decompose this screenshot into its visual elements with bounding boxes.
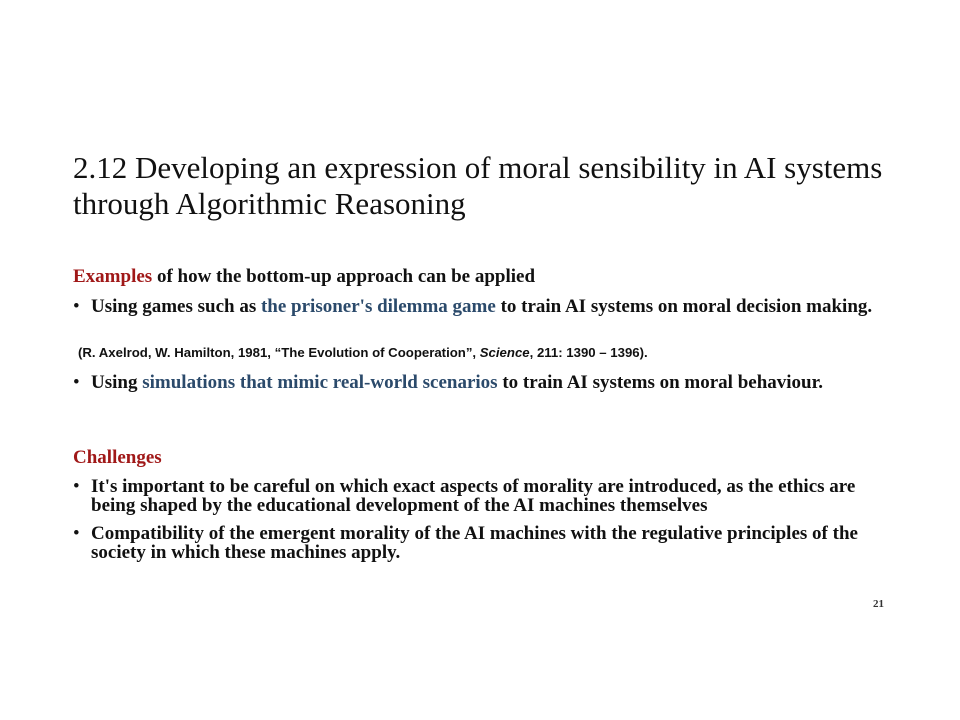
bullet-text-pre: Using games such as (91, 296, 261, 317)
challenges-bullet-compatibility (73, 524, 898, 562)
challenges-bullet-morality (73, 477, 898, 515)
citation-post: , 211: 1390 – 1396). (529, 345, 648, 360)
examples-heading-rest: of how the bottom-up approach can be applied (152, 266, 536, 287)
simulations-link[interactable]: simulations that mimic real-world scenarios (142, 372, 498, 393)
prisoners-dilemma-link[interactable]: the prisoner's dilemma game (260, 296, 496, 317)
examples-bullet-simulations (73, 373, 898, 392)
bullet-text: It's important to be careful on which exact aspects of morality are introduced, as the ethics are being shaped by the educational development of the AI machines themselves (91, 476, 856, 516)
examples-heading-accent: Examples (73, 266, 153, 287)
citation-pre: (R. Axelrod, W. Hamilton, 1981, “The Evolution of Cooperation”, (78, 345, 480, 360)
bullet-text: Compatibility of the emergent morality of the AI machines with the regulative principles of the society in which these machines apply. (91, 523, 858, 563)
bullet-text-pre: Using (91, 372, 143, 393)
examples-heading (73, 266, 535, 288)
challenges-heading: Challenges (73, 447, 162, 468)
bullet-dot: • (73, 523, 80, 544)
bullet-text-post: to train AI systems on moral decision making. (495, 296, 873, 317)
bullet-dot: • (73, 296, 80, 317)
bullet-text (91, 297, 898, 316)
citation-journal: Science (479, 345, 530, 360)
bullet-dot: • (73, 476, 80, 497)
bullet-dot: • (73, 372, 80, 393)
page-number: 21 (873, 598, 884, 610)
bullet-text (91, 373, 898, 392)
slide-title: 2.12 Developing an expression of moral sensibility in AI systems through Algorithmic Reasoning (73, 150, 883, 221)
bullet-text-post: to train AI systems on moral behaviour. (497, 372, 824, 393)
examples-bullet-games (73, 297, 898, 316)
citation (78, 345, 648, 360)
